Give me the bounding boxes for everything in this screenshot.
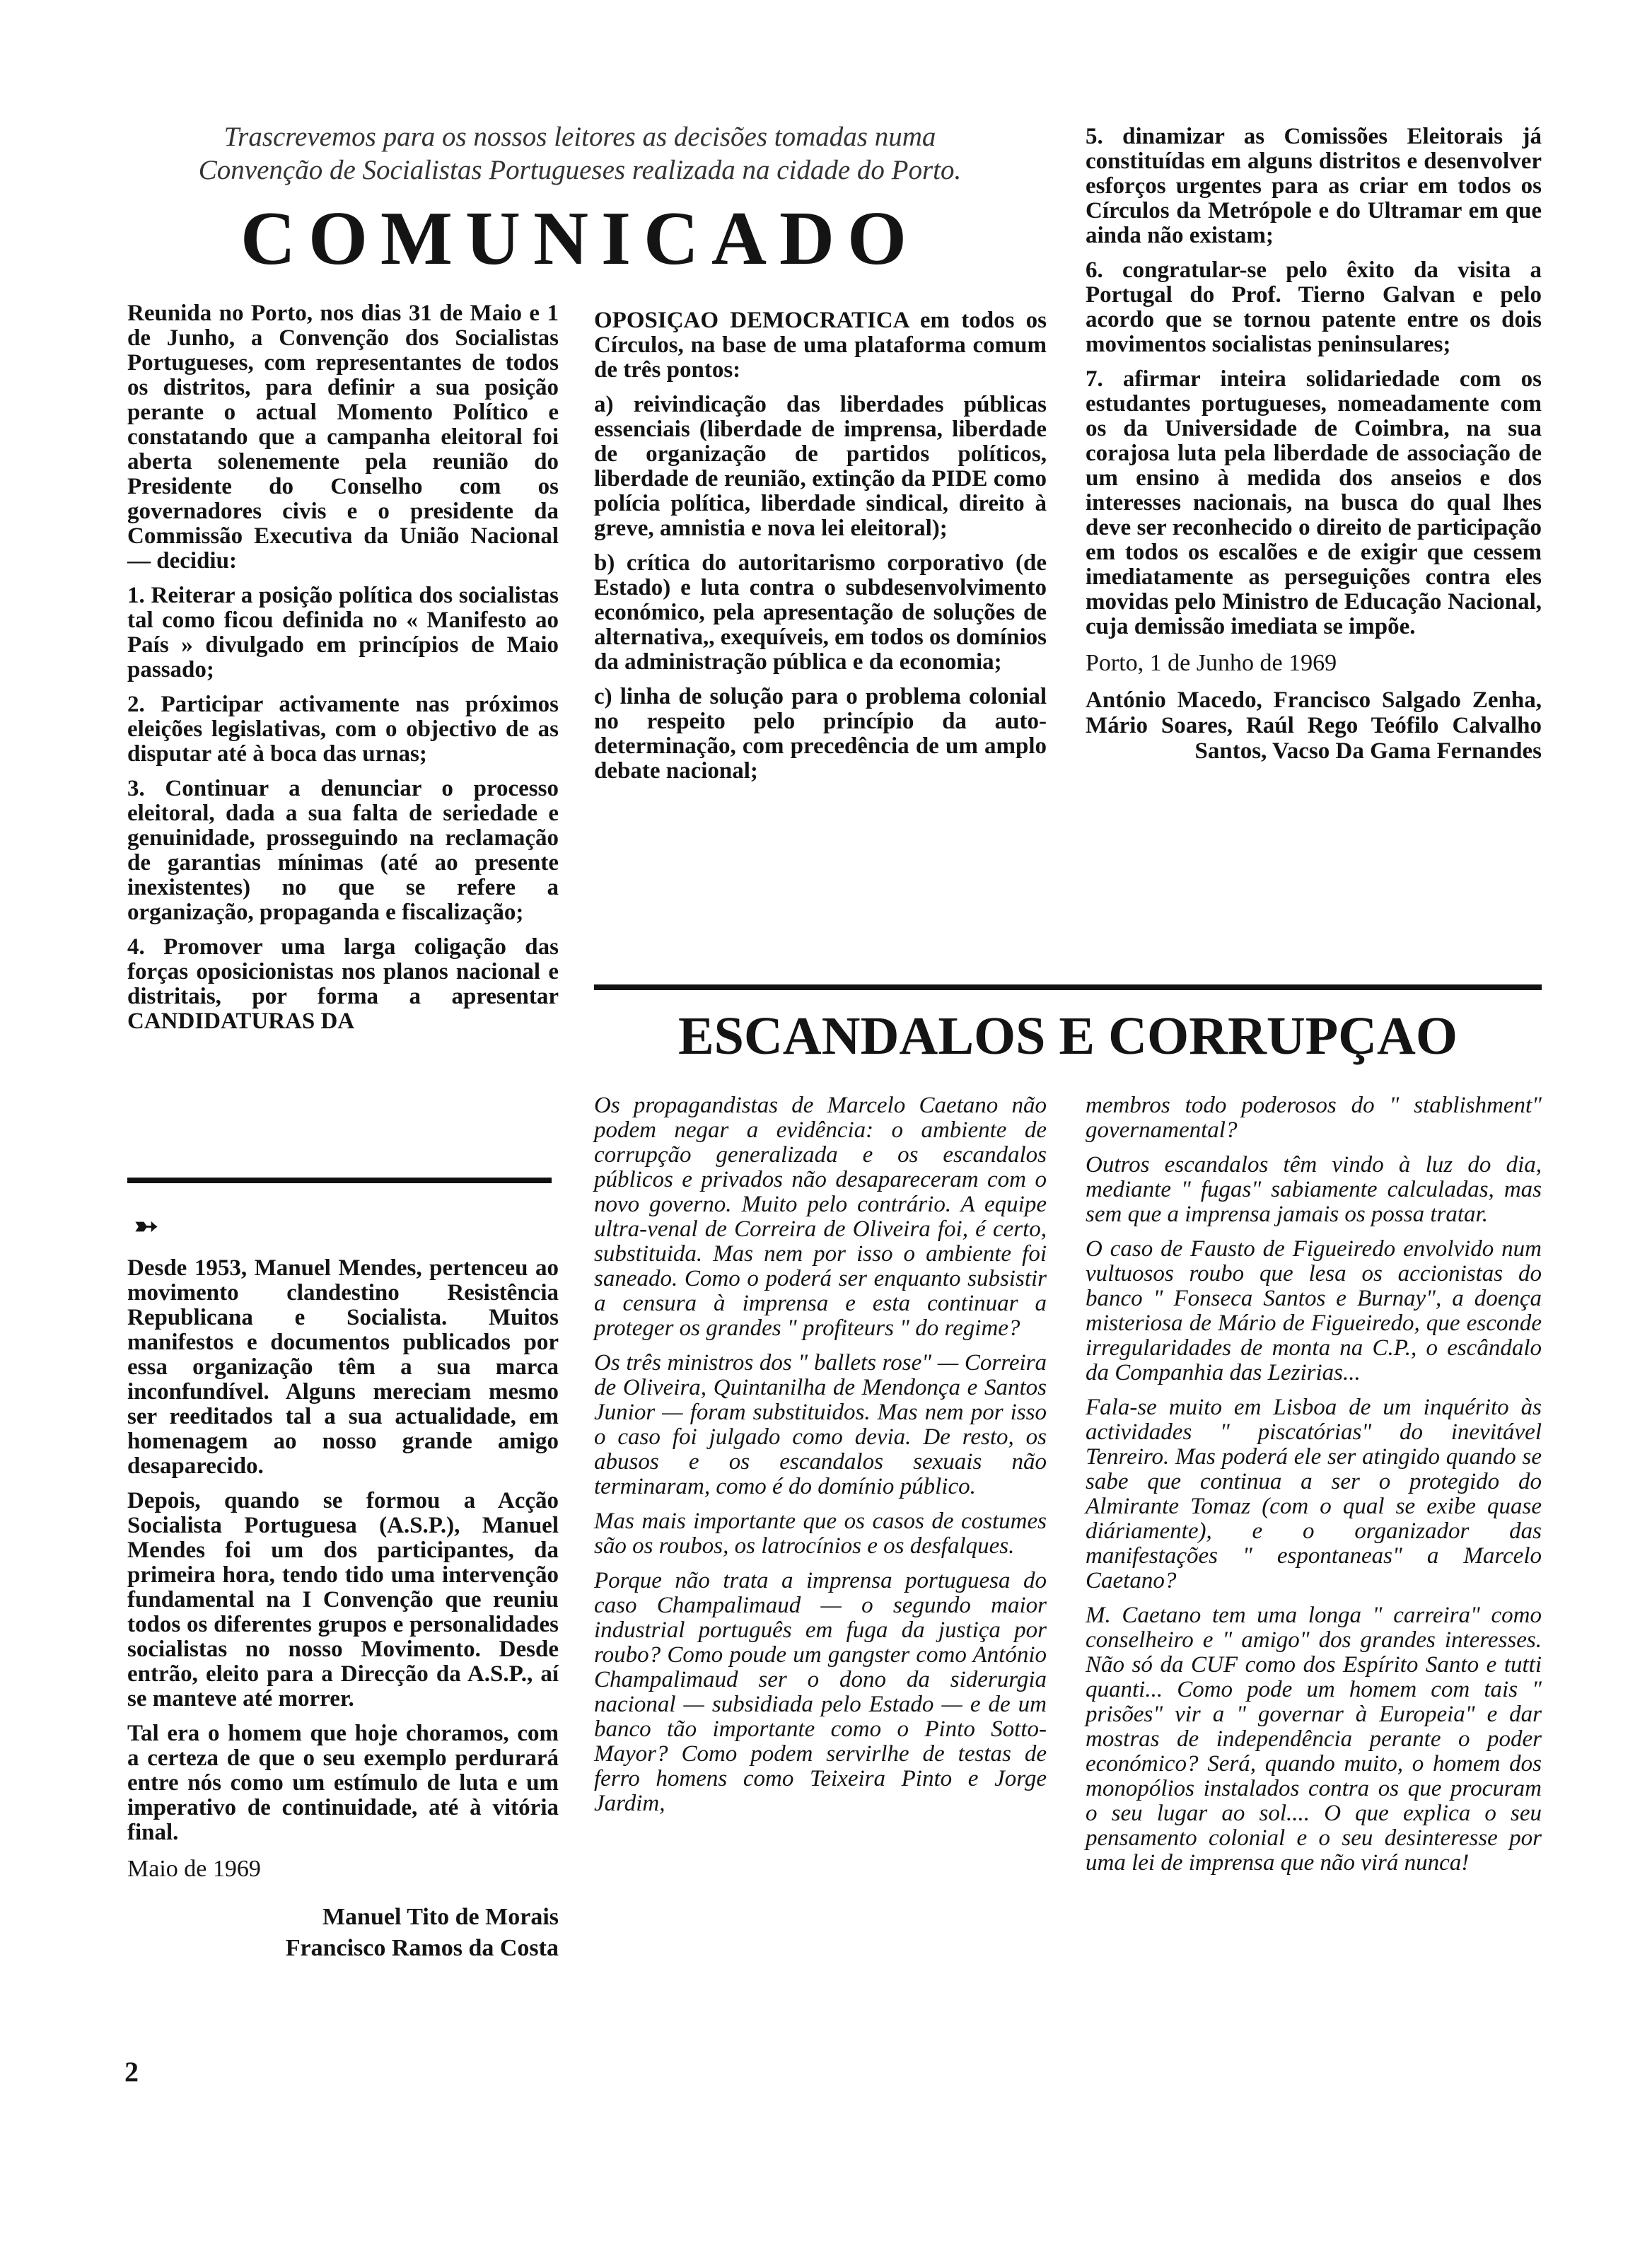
comunicado-title: COMUNICADO — [240, 197, 919, 281]
comunicado-item-2: 2. Participar activamente nas próximos eleições legislativas, com o objectivo de as disputar até à boca das urnas; — [127, 692, 559, 767]
intro-line-2: Convenção de Socialistas Portugueses realizada na cidade do Porto. — [198, 155, 962, 185]
comunicado-column-2 — [594, 308, 1047, 794]
escandalos-paragraph: Porque não trata a imprensa portuguesa do caso Champalimaud — o segundo maior industrial português em fuga da justiça por roubo? Como poude um gangster como António Champalimaud ser o dono da siderurgia nacional — subsidiada pelo Estado — e de um banco tão importante como o Pinto Sotto-Mayor? Como podem servirlhe de testas de ferro homens como Teixeira Pinto e Jorge Jardim, — [594, 1568, 1047, 1816]
intro-note — [141, 120, 1018, 187]
escandalos-paragraph: O caso de Fausto de Figueiredo envolvido num vultuosos roubo que lesa os accionistas do banco " Fonseca Santos e Burnay", a doença misteriosa de Mário de Figueiredo, que esconde irregularidades de monta na C.P., o escândalo da Companhia das Lezirias... — [1086, 1236, 1542, 1385]
comunicado-point-a: a) reivindicação das liberdades públicas essenciais (liberdade de imprensa, liberdade de organização de partidos políticos, liberdade de reunião, extinção da PIDE como polícia política, liberdade sindical, direito à greve, amnistia e nova lei eleitoral); — [594, 392, 1047, 541]
escandalos-paragraph: Outros escandalos têm vindo à luz do dia, mediante " fugas" sabiamente calculadas, mas sem que a imprensa jamais os possa tratar. — [1086, 1152, 1542, 1227]
page-number: 2 — [124, 2056, 139, 2088]
obituary-column — [127, 1256, 559, 1964]
divider-rule — [127, 1178, 552, 1183]
obituary-date: Maio de 1969 — [127, 1856, 261, 1882]
escandalos-paragraph: membros todo poderosos do " stablishment" governamental? — [1086, 1093, 1542, 1143]
comunicado-date: Porto, 1 de Junho de 1969 — [1086, 650, 1337, 676]
comunicado-point-c: c) linha de solução para o problema colonial no respeito pelo princípio da auto-determinação, com precedência de um amplo debate nacional; — [594, 684, 1047, 784]
comunicado-item-4: 4. Promover uma larga coligação das forças oposicionistas nos planos nacional e distritais, por forma a apresentar CANDIDATURAS DA — [127, 934, 559, 1034]
comunicado-signatories: António Macedo, Francisco Salgado Zenha, Mário Soares, Raúl Rego Teófilo Calvalho Santos, Vacso Da Gama Fernandes — [1086, 687, 1542, 764]
comunicado-column-3 — [1086, 124, 1542, 764]
comunicado-item-1: 1. Reiterar a posição política dos socialistas tal como ficou definida no « Manifesto ao País » divulgado em princípios de Maio passado; — [127, 583, 559, 682]
intro-line-1: Trascrevemos para os nossos leitores as decisões tomadas numa — [223, 122, 936, 152]
obituary-paragraph: Desde 1953, Manuel Mendes, pertenceu ao movimento clandestino Resistência Republicana e Socialista. Muitos manifestos e documentos publicados por essa organização têm a sua marca inconfundível. Alguns mereciam mesmo ser reeditados tal a sua actualidade, em homenagem ao nosso grande amigo desaparecido. — [127, 1255, 559, 1479]
obituary-paragraph: Tal era o homem que hoje choramos, com a certeza de que o seu exemplo perdurará entre nós como um estímulo de luta e um imperativo de continuidade, até à vitória final. — [127, 1721, 559, 1845]
obituary-paragraph: Depois, quando se formou a Acção Socialista Portuguesa (A.S.P.), Manuel Mendes foi um dos participantes, da primeira hora, tendo tido uma intervenção fundamental na I Convenção que reuniu todos os diferentes grupos e personalidades socialistas no nosso Movimento. Desde entrão, eleito para a Direcção da A.S.P., aí se manteve até morrer. — [127, 1488, 559, 1712]
comunicado-column-1 — [127, 301, 559, 1044]
comunicado-paragraph: OPOSIÇAO DEMOCRATICA em todos os Círculos, na base de uma plataforma comum de três pontos: — [594, 308, 1047, 383]
comunicado-paragraph: Reunida no Porto, nos dias 31 de Maio e 1 de Junho, a Convenção dos Socialistas Portugueses, com representantes de todos os distritos, para definir a sua posição perante o actual Momento Político e constatando que a campanha eleitoral foi aberta solenemente pela reunião do Presidente do Conselho com os governadores civis e o presidente da Commissão Executiva da União Nacional — decidiu: — [127, 301, 559, 574]
obituary-signature-1: Manuel Tito de Morais — [322, 1904, 559, 1930]
escandalos-title: ESCANDALOS E CORRUPÇAO — [677, 1006, 1458, 1066]
escandalos-paragraph: Os três ministros dos " ballets rose" — Correira de Oliveira, Quintanilha de Mendonça e Santos Junior — foram substituidos. Mas nem por isso o caso foi julgado como devia. De resto, os abusos e os escandalos sexuais não terminaram, como é do domínio público. — [594, 1350, 1047, 1499]
comunicado-item-5: 5. dinamizar as Comissões Eleitorais já constituídas em alguns distritos e desenvolver esforços urgentes para as criar em todos os Círculos da Metrópole e do Ultramar em que ainda não existam; — [1086, 124, 1542, 248]
comunicado-item-6: 6. congratular-se pelo êxito da visita a Portugal do Prof. Tierno Galvan e pelo acordo que se tornou patente entre os dois movimentos socialistas peninsulares; — [1086, 257, 1542, 357]
obituary-signature-2: Francisco Ramos da Costa — [285, 1935, 559, 1961]
comunicado-item-7: 7. afirmar inteira solidariedade com os estudantes portugueses, nomeadamente com os da Universidade de Coimbra, na sua corajosa luta pela liberdade de associação de um ensino à medida dos anseios e dos interesses nacionais, na busca do qual lhes deve ser reconhecido o direito de participação em todos os escalões e de exigir que cessem imediatamente as perseguições contra eles movidas pelo Ministro de Educação Nacional, cuja demissão imediata se impõe. — [1086, 366, 1542, 639]
arrow-icon: ➳ — [134, 1210, 158, 1242]
escandalos-paragraph: Fala-se muito em Lisboa de um inquérito às actividades " piscatórias" do inevitável Tenreiro. Mas poderá ele ser atingido quando se sabe que continua a ser o protegido do Almirante Tomaz (com o qual se exibe quase diáriamente), e o organizador das manifestações " espontaneas" a Marcelo Caetano? — [1086, 1395, 1542, 1593]
escandalos-paragraph: M. Caetano tem uma longa " carreira" como conselheiro e " amigo" dos grandes interesses. Não só da CUF como dos Espírito Santo e tutti quanti... Como pode um homem com tais " prisões" vir a " governar à Europeia" e dar mostras de independência perante o poder económico? Será, quando muito, o homem dos monopólios instalados contra os que procuram o seu lugar ao sol.... O que explica o seu pensamento colonial e o seu desinteresse por uma lei de imprensa que não virá nunca! — [1086, 1603, 1542, 1876]
escandalos-paragraph: Os propagandistas de Marcelo Caetano não podem negar a evidência: o ambiente de corrupção generalizada e os escandalos públicos e privados não desapareceram com o novo governo. Muito pelo contrário. A equipe ultra-venal de Correira de Oliveira foi, é certo, substituida. Mas nem por isso o ambiente foi saneado. Como o poderá ser enquanto subsistir a censura à imprensa e esta continuar a proteger os grandes " profiteurs " do regime? — [594, 1093, 1047, 1341]
comunicado-item-3: 3. Continuar a denunciar o processo eleitoral, dada a sua falta de seriedade e genuinidade, prosseguindo na reclamação de garantias mínimas (até ao presente inexistentes) no que se refere a organização, propaganda e fiscalização; — [127, 776, 559, 925]
comunicado-point-b: b) crítica do autoritarismo corporativo (de Estado) e luta contra o subdesenvolvimento económico, pela apresentação de soluções de alternativa,, exequíveis, em todos os domínios da administração pública e da economia; — [594, 550, 1047, 675]
divider-rule — [594, 984, 1542, 990]
escandalos-column-2 — [1086, 1093, 1542, 1885]
escandalos-column-1 — [594, 1093, 1047, 1826]
escandalos-paragraph: Mas mais importante que os casos de costumes são os roubos, os latrocínios e os desfalques. — [594, 1509, 1047, 1559]
